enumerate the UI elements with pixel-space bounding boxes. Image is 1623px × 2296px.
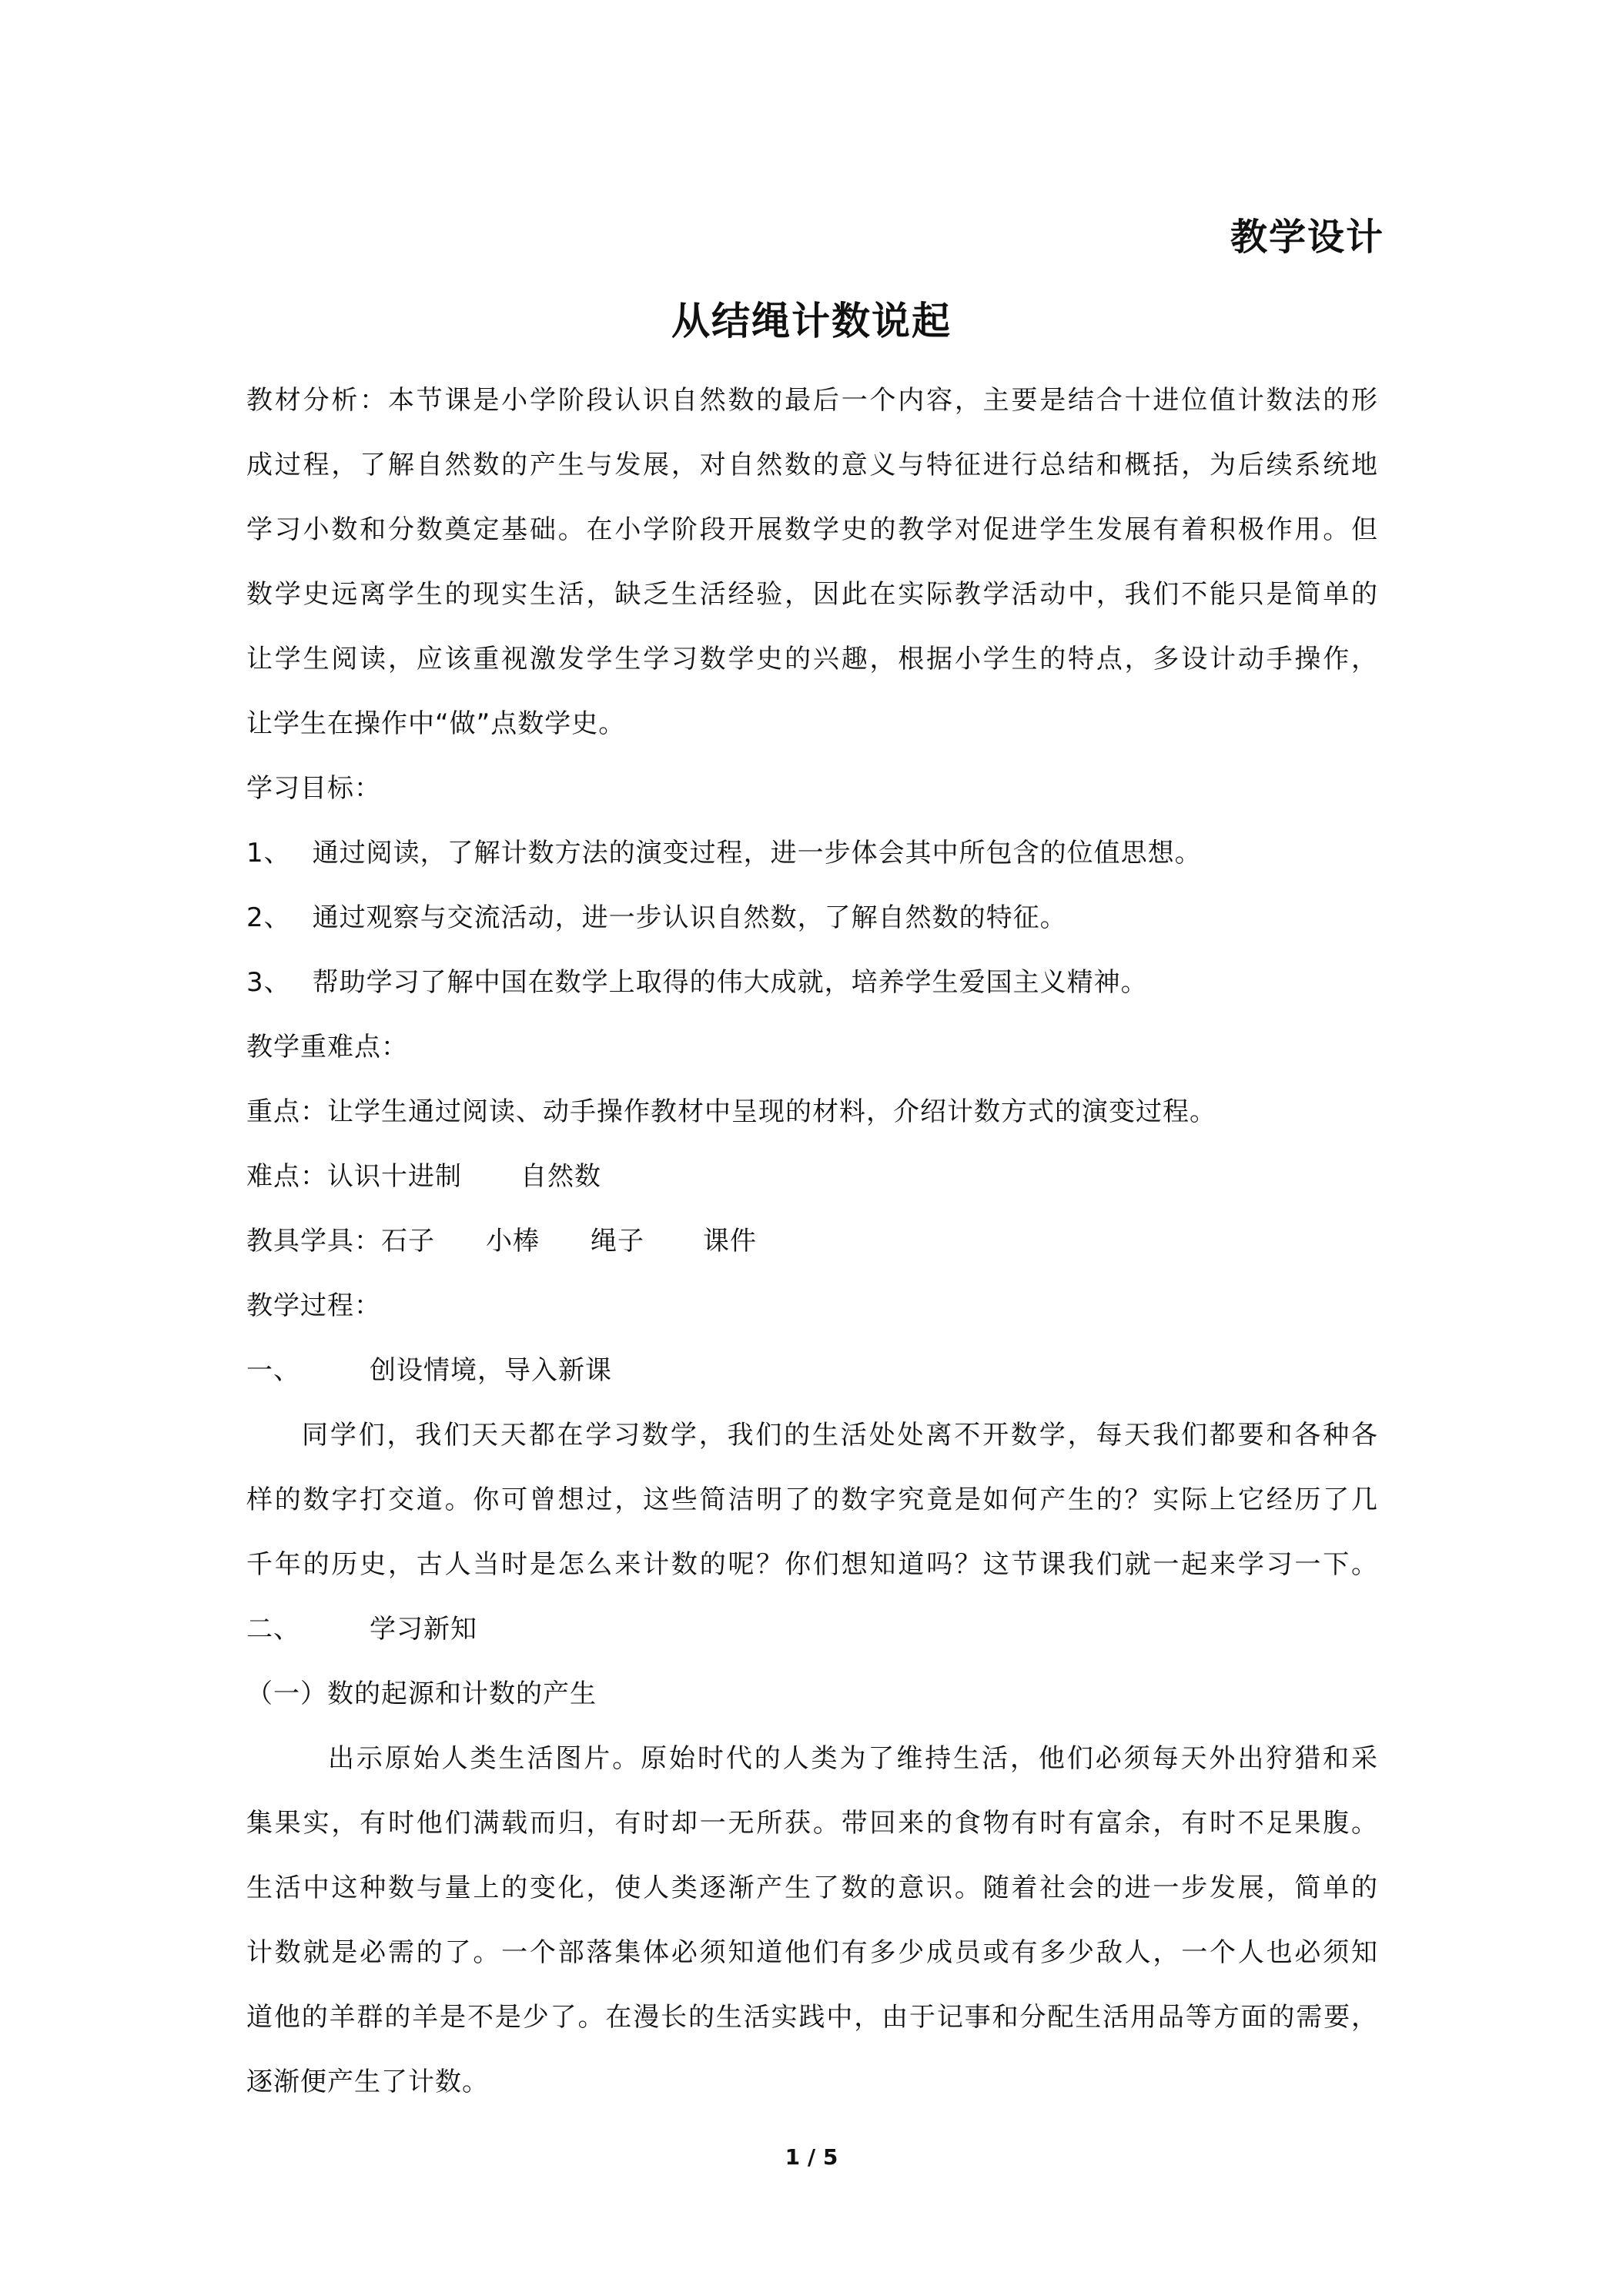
tools-label: 教具学具：石子 [246,1226,435,1257]
section-heading-2 [246,1609,1378,1649]
subsection-heading: （一）数的起源和计数的产生 [246,1678,597,1709]
objective-text: 通过观察与交流活动，进一步认识自然数，了解自然数的特征。 [312,902,1067,933]
analysis-line-1: 教材分析：本节课是小学阶段认识自然数的最后一个内容，主要是结合十进位值计数法的形 [246,385,1378,416]
objective-text: 通过阅读，了解计数方法的演变过程，进一步体会其中所包含的位值思想。 [312,838,1202,869]
tool-item: 绳子 [591,1226,644,1257]
subsection-line-1: 出示原始人类生活图片。原始时代的人类为了维持生活，他们必须每天外出狩猎和采 [328,1743,1378,1774]
subsection-line-4: 计数就是必需的了。一个部落集体必须知道他们有多少成员或有多少敌人，一个人也必须知 [246,1937,1378,1968]
section-number: 一、 [246,1355,300,1386]
section-title: 学习新知 [370,1614,477,1645]
subsection-line-3: 生活中这种数与量上的变化，使人类逐渐产生了数的意识。随着社会的进一步发展，简单的 [246,1873,1378,1903]
document-type-label: 教学设计 [1230,216,1384,259]
analysis-line-2: 成过程，了解自然数的产生与发展，对自然数的意义与特征进行总结和概括，为后续系统地 [246,450,1378,480]
analysis-line-4: 数学史远离学生的现实生活，缺乏生活经验，因此在实际教学活动中，我们不能只是简单的 [246,579,1378,610]
subsection-line-5: 道他的羊群的羊是不是少了。在漫长的生活实践中，由于记事和分配生活用品等方面的需要， [246,2002,1378,2033]
page-number: 1 / 5 [785,2144,838,2170]
objective-item-1 [246,833,1378,873]
section-title: 创设情境，导入新课 [370,1355,612,1386]
analysis-line-5: 让学生阅读，应该重视激发学生学习数学史的兴趣，根据小学生的特点，多设计动手操作， [246,644,1378,674]
key-points-heading: 教学重难点： [246,1032,408,1063]
lesson-title: 从结绳计数说起 [671,299,952,343]
section-number: 二、 [246,1614,300,1645]
teaching-tools [246,1221,1378,1261]
focus-point: 重点：让学生通过阅读、动手操作教材中呈现的材料，介绍计数方式的演变过程。 [246,1096,1216,1127]
difficulty-extra: 自然数 [520,1161,601,1192]
section-heading-1 [246,1350,1378,1391]
objective-number: 3、 [246,967,291,998]
objectives-heading: 学习目标： [246,773,381,804]
section1-line-3: 千年的历史，古人当时是怎么来计数的呢？你们想知道吗？这节课我们就一起来学习一下。 [246,1549,1378,1580]
tool-item: 课件 [703,1226,757,1257]
objective-item-2 [246,898,1378,938]
section1-line-1: 同学们，我们天天都在学习数学，我们的生活处处离不开数学，每天我们都要和各种各 [302,1420,1378,1451]
difficulty-point [246,1156,1378,1197]
subsection-line-6: 逐渐便产生了计数。 [246,2067,489,2097]
analysis-line-6: 让学生在操作中“做”点数学史。 [246,708,626,739]
tool-item: 小棒 [486,1226,540,1257]
subsection-line-2: 集果实，有时他们满载而归，有时却一无所获。带回来的食物有时有富余，有时不足果腹。 [246,1808,1378,1839]
process-heading: 教学过程： [246,1290,381,1321]
objective-item-3 [246,962,1378,1002]
section1-line-2: 样的数字打交道。你可曾想过，这些简洁明了的数字究竟是如何产生的？实际上它经历了几 [246,1484,1378,1515]
objective-number: 2、 [246,902,291,933]
difficulty-label: 难点：认识十进制 [246,1161,462,1192]
analysis-line-3: 学习小数和分数奠定基础。在小学阶段开展数学史的教学对促进学生发展有着积极作用。但 [246,514,1378,545]
objective-text: 帮助学习了解中国在数学上取得的伟大成就，培养学生爱国主义精神。 [312,967,1148,998]
objective-number: 1、 [246,838,291,869]
